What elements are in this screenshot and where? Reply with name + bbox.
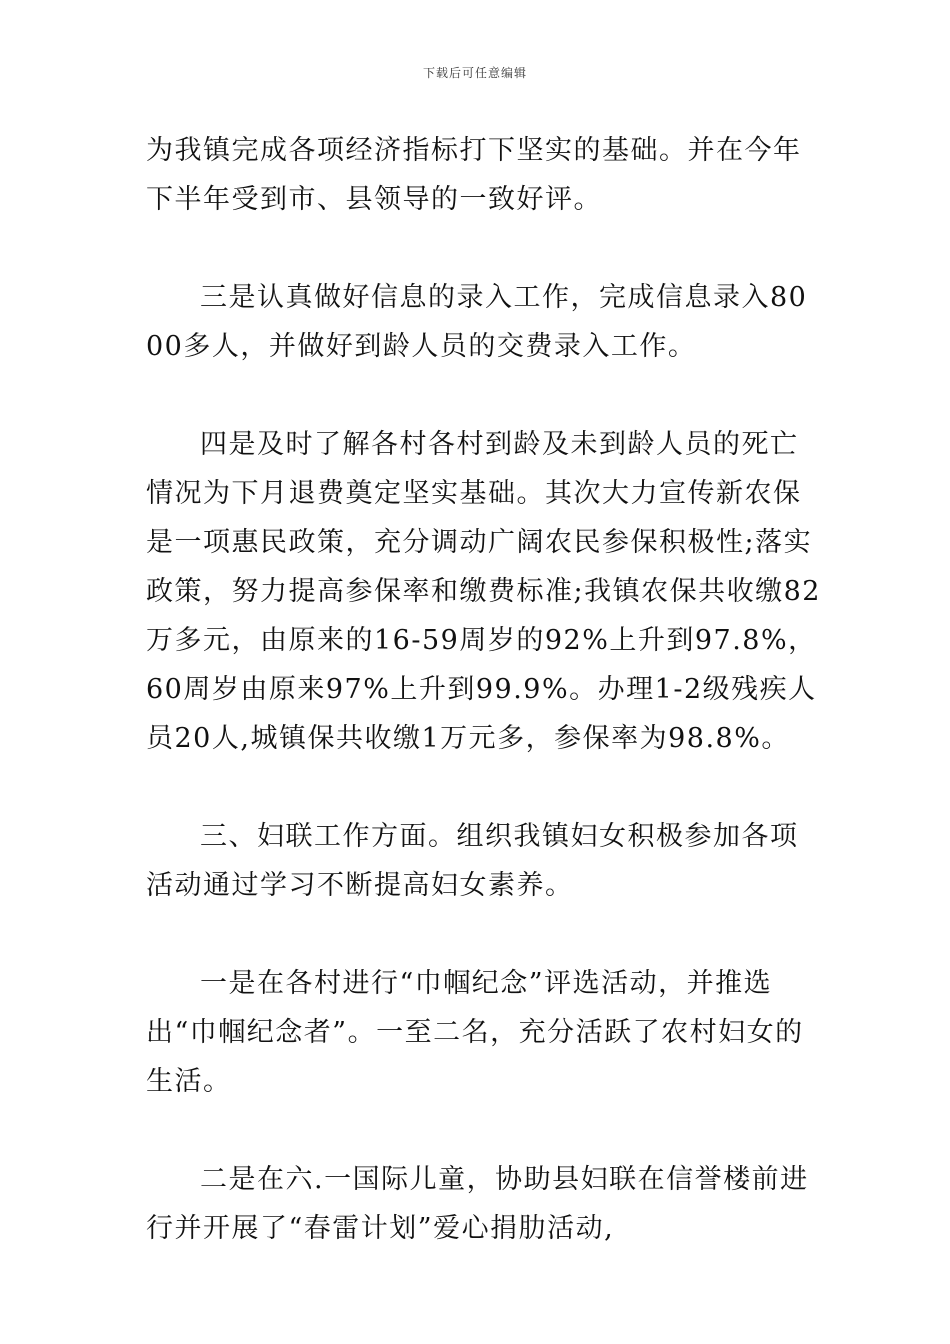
paragraph-5: 一是在各村进行“巾帼纪念”评选活动，并推选出“巾帼纪念者”。一至二名，充分活跃了农村妇女的生活。 bbox=[146, 968, 804, 1097]
paragraph-6: 二是在六.一国际儿童，协助县妇联在信誉楼前进行并开展了“春雷计划”爱心捐肋活动, bbox=[146, 1164, 809, 1244]
paragraph-4: 三、妇联工作方面。组织我镇妇女积极参加各项活动通过学习不断提高妇女素养。 bbox=[146, 821, 799, 901]
document-body bbox=[146, 126, 826, 1253]
paragraph-2: 三是认真做好信息的录入工作，完成信息录入8000多人，并做好到龄人员的交费录入工作。 bbox=[146, 282, 808, 362]
paragraph-1: 为我镇完成各项经济指标打下坚实的基础。并在今年下半年受到市、县领导的一致好评。 bbox=[146, 135, 802, 215]
paragraph-3: 四是及时了解各村各村到龄及未到龄人员的死亡情况为下月退费奠定坚实基础。其次大力宣传新农保是一项惠民政策，充分调动广阔农民参保积极性;落实政策，努力提高参保率和缴费标准;我镇农保共收缴82万多元，由原来的16-59周岁的92%上升到97.8%，60周岁由原来97%上升到99.9%。办理1-2级残疾人员20人,城镇保共收缴1万元多，参保率为98.8%。 bbox=[146, 429, 821, 754]
page-header-note: 下载后可任意编辑 bbox=[422, 66, 527, 80]
